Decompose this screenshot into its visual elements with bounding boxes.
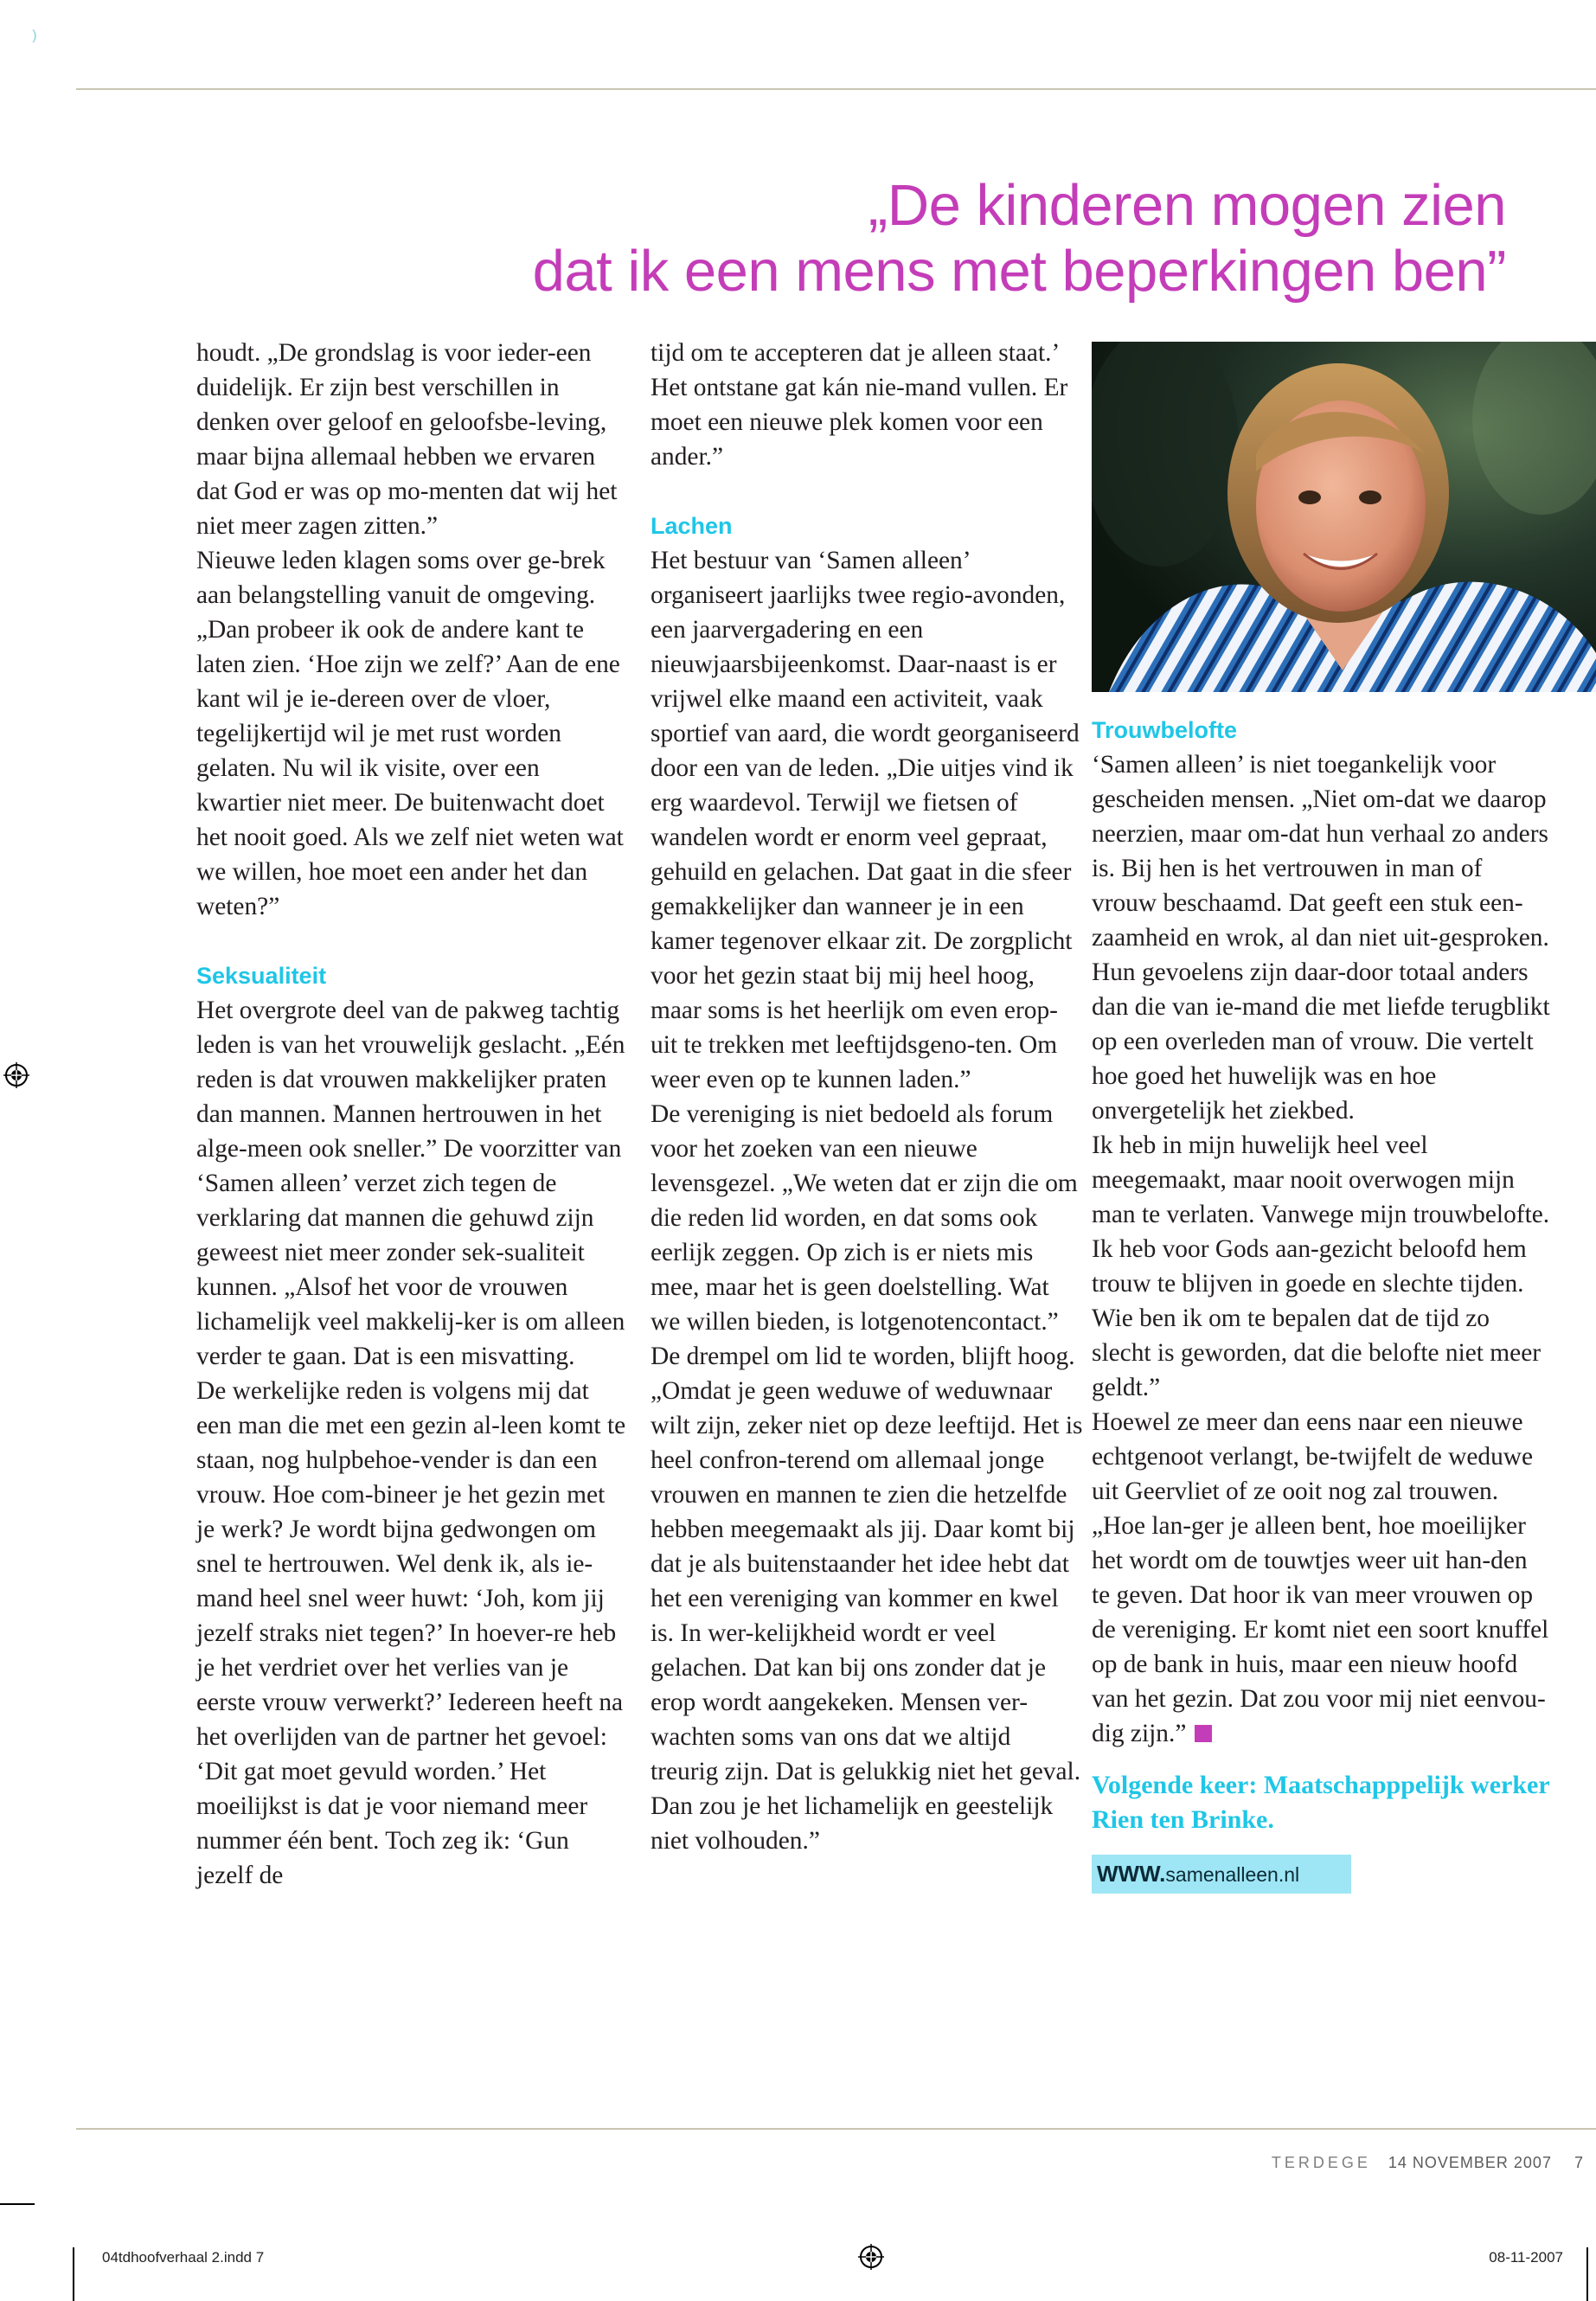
- paragraph: Het overgrote deel van de pakweg tachtig leden is van het vrouwelijk geslacht. „Eén reden is dat vrouwen makkelijker praten dan mannen. Mannen hertrouwen in het alge-meen ook sneller.” De voorzitter van ‘Samen alleen’ verzet zich tegen de verklaring dat mannen die gehuwd zijn geweest niet meer zonder sek-sualiteit kunnen. „Alsof het voor de vrouwen lichamelijk veel makkelij-ker is om alleen verder te gaan. Dat is een misvatting.: [196, 997, 625, 1370]
- subheading-trouwbelofte: Trouwbelofte: [1092, 717, 1237, 743]
- magazine-name: TERDEGE: [1271, 2154, 1371, 2171]
- paragraph: De vereniging is niet bedoeld als forum voor het zoeken van een nieuwe levensgezel. „We weten dat er zijn die om die reden lid worden, en dat soms ook eerlijk zeggen. Op zich is er niets mis mee, maar het is geen doelstelling. Wat we willen bieden, is lotgenotencontact.”: [651, 1100, 1078, 1336]
- registration-mark-icon: [858, 2244, 884, 2270]
- paragraph: Het bestuur van ‘Samen alleen’ organiseert jaarlijks twee regio-avonden, een jaarvergadering en een nieuwjaarsbijeenkomst. Daar-naast is er vrijwel elke maand een activiteit, vaak sportief van aard, die wordt georganiseerd door een van de leden. „Die uitjes vind ik erg waardevol. Terwijl we fietsen of wandelen wordt er enorm veel gepraat, gehuild en gelachen. Dat gaat in die sfeer gemakkelijker dan wanneer je in een kamer tegenover elkaar zit. De zorgplicht voor het gezin staat bij mij heel hoog, maar soms is het heerlijk om even erop-uit te trekken met leeftijdsgeno-ten. Om weer even op te kunnen laden.”: [651, 547, 1080, 1093]
- headline-line-2: dat ik een mens met beperkingen ben”: [532, 239, 1506, 304]
- paragraph: houdt. „De grondslag is voor ieder-een duidelijk. Er zijn best verschillen in denken over geloof en geloofsbe-leving, maar bijna allemaal hebben we ervaren dat God er was op mo-menten dat wij het niet meer zagen zitten.”: [196, 339, 618, 540]
- issue-date: 14 NOVEMBER 2007: [1388, 2154, 1552, 2171]
- subheading-seksualiteit: Seksualiteit: [196, 963, 327, 989]
- crop-mark: [73, 2247, 74, 2301]
- registration-mark-icon: [3, 1062, 29, 1088]
- slug-date: 08-11-2007: [1489, 2249, 1563, 2266]
- end-mark-square: [1195, 1725, 1212, 1742]
- top-rule: [76, 88, 1596, 90]
- text-column-2: [651, 336, 1083, 1858]
- website-link[interactable]: [1092, 1855, 1351, 1894]
- text-column-3: [1092, 713, 1550, 1894]
- crop-mark: [0, 2203, 35, 2205]
- paragraph-text: Hoewel ze meer dan eens naar een nieuwe echtgenoot verlangt, be-twijfelt de weduwe uit Geervliet of ze ooit nog zal trouwen. „Hoe lan-ger je alleen bent, hoe moeilijker het wordt om de touwtjes weer uit han-den te geven. Dat hoor ik van meer vrouwen op de vereniging. Er komt niet een soort knuffel op de bank in huis, maar een nieuw hoofd van het gezin. Dat zou voor mij niet eenvou-dig zijn.”: [1092, 1408, 1549, 1747]
- www-prefix: WWW.: [1097, 1861, 1166, 1887]
- text-column-1: [196, 336, 629, 1893]
- paragraph: De werkelijke reden is volgens mij dat een man die met een gezin al-leen komt te staan, nog hulpbehoe-vender is dan een vrouw. Hoe com-bineer je het gezin met je werk? Je wordt bijna gedwongen om snel te hertrouwen. Wel denk ik, als ie-mand heel snel weer huwt: ‘Joh, kom jij jezelf straks niet tegen?’ In hoever-re heb je het verdriet over het verlies van je eerste vrouw verwerkt?’ Iedereen heeft na het overlijden van de partner het gevoel: ‘Dit gat moet gevuld worden.’ Het moeilijkst is dat je voor niemand meer nummer één bent. Toch zeg ik: ‘Gun jezelf de: [196, 1377, 626, 1889]
- pull-quote-headline: [533, 173, 1506, 304]
- paragraph: De drempel om lid te worden, blijft hoog. „Omdat je geen weduwe of weduwnaar wilt zijn, zeker niet op deze leeftijd. Het is heel confron-terend om allemaal jonge vrouwen en mannen te zien die hetzelfde hebben meegemaakt als jij. Daar komt bij dat je als buitenstaander het idee hebt dat het een vereniging van kommer en kwel is. In wer-kelijkheid wordt er veel gelachen. Dat kan bij ons zonder dat je erop wordt aangekeken. Mensen ver-wachten soms van ons dat we altijd treurig zijn. Dat is gelukkig niet het geval. Dan zou je het lichamelijk en geestelijk niet volhouden.”: [651, 1343, 1083, 1855]
- crop-mark: [1586, 2247, 1588, 2301]
- headline-line-1: „De kinderen mogen zien: [868, 173, 1506, 238]
- paragraph: tijd om te accepteren dat je alleen staat.’ Het ontstane gat kán nie-mand vullen. Er moet een nieuwe plek komen voor een ander.”: [651, 339, 1068, 471]
- bottom-rule: [76, 2128, 1596, 2130]
- page-footer: [1272, 2154, 1584, 2172]
- paragraph: Ik heb in mijn huwelijk heel veel meegemaakt, maar nooit overwogen mijn man te verlaten. Vanwege mijn trouwbelofte. Ik heb voor Gods aan-gezicht beloofd hem trouw te blijven in goede en slechte tijden. Wie ben ik om te bepalen dat de tijd zo slecht is geworden, dat die belofte niet meer geldt.”: [1092, 1131, 1550, 1401]
- page-number: 7: [1574, 2154, 1584, 2171]
- website-domain: samenalleen.nl: [1165, 1863, 1300, 1886]
- portrait-photo: [1092, 342, 1596, 692]
- corner-mark: ⁾: [31, 26, 38, 56]
- paragraph: Nieuwe leden klagen soms over ge-brek aan belangstelling vanuit de omgeving. „Dan probeer ik ook de andere kant te laten zien. ‘Hoe zijn we zelf?’ Aan de ene kant wil je ie-dereen over de vloer, tegelijkertijd wil je met rust worden gelaten. Nu wil ik visite, over een kwartier niet meer. De buitenwacht doet het nooit goed. Als we zelf niet weten wat we willen, hoe moet een ander het dan weten?”: [196, 547, 624, 920]
- slug-filename: 04tdhoofverhaal 2.indd 7: [102, 2249, 265, 2266]
- next-time-note: Volgende keer: Maatschapppelijk werker Rien ten Brinke.: [1092, 1771, 1550, 1834]
- portrait-illustration: [1092, 342, 1596, 692]
- subheading-lachen: Lachen: [651, 513, 733, 539]
- paragraph: [1092, 1405, 1550, 1751]
- paragraph: ‘Samen alleen’ is niet toegankelijk voor gescheiden mensen. „Niet om-dat we daarop neerzien, maar om-dat hun verhaal zo anders is. Bij hen is het vertrouwen in man of vrouw beschaamd. Dat geeft een stuk een-zaamheid en wrok, al dan niet uit-gesproken. Hun gevoelens zijn daar-door totaal anders dan die van ie-mand die met liefde terugblikt op een overleden man of vrouw. Die vertelt hoe goed het huwelijk was en hoe onvergetelijk het ziekbed.: [1092, 751, 1550, 1125]
